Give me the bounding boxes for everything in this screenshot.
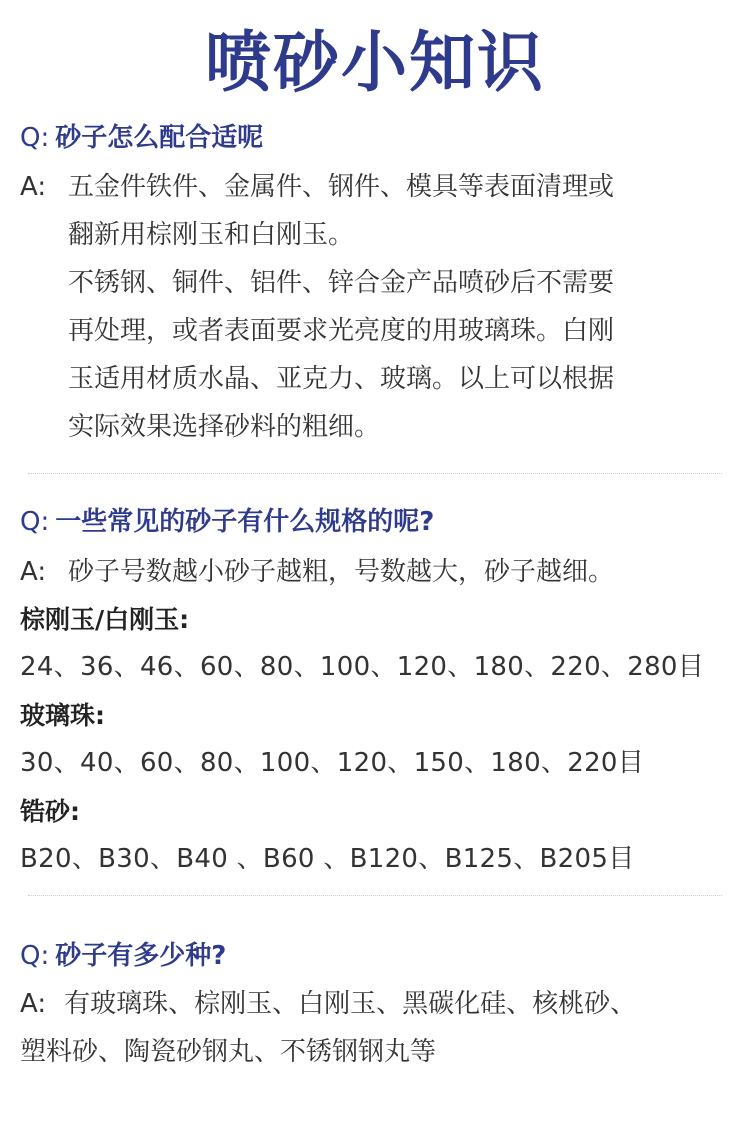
question-text: 砂子有多少种?: [55, 941, 227, 971]
answer-line: 翻新用棕刚玉和白刚玉。: [68, 220, 355, 250]
spec-label: 棕刚玉/白刚玉:: [20, 605, 190, 634]
question-text: 一些常见的砂子有什么规格的呢?: [55, 507, 435, 537]
divider: [28, 895, 722, 896]
answer-line: 不锈钢、铜件、铝件、锌合金产品喷砂后不需要: [68, 268, 615, 298]
answer-line: 砂子号数越小砂子越粗，号数越大，砂子越细。: [68, 557, 615, 587]
question-2: [20, 502, 434, 542]
spec-values: 24、36、46、60、80、100、120、180、220、280目: [20, 652, 705, 682]
answer-line: 塑料砂、陶瓷砂钢丸、不锈钢钢丸等: [20, 1037, 437, 1067]
question-3: [20, 936, 226, 976]
answer-line: 有玻璃珠、棕刚玉、白刚玉、黑碳化硅、核桃砂、: [64, 989, 637, 1019]
answer-3: [20, 980, 636, 1076]
answer-1: [68, 163, 728, 451]
spec-values: B20、B30、B40 、B60 、B120、B125、B205目: [20, 844, 635, 874]
answer-prefix: A:: [20, 989, 47, 1019]
answer-prefix: A:: [20, 557, 47, 587]
question-prefix: Q:: [20, 507, 50, 537]
divider: [28, 473, 722, 474]
spec-label: 玻璃珠:: [20, 701, 105, 730]
answer-line: 玉适用材质水晶、亚克力、玻璃。以上可以根据: [68, 364, 615, 394]
answer-line: 五金件铁件、金属件、钢件、模具等表面清理或: [68, 172, 615, 202]
spec-label: 锆砂:: [20, 797, 80, 826]
answer-line: 再处理，或者表面要求光亮度的用玻璃珠。白刚: [68, 316, 615, 346]
answer-line-with-prefix: [20, 980, 636, 1028]
question-text: 砂子怎么配合适呢: [55, 123, 264, 153]
spec-values: 30、40、60、80、100、120、150、180、220目: [20, 748, 645, 778]
answer-line: 实际效果选择砂料的粗细。: [68, 412, 381, 442]
page-title: 喷砂小知识: [205, 24, 545, 101]
answer-2: [68, 548, 728, 596]
question-prefix: Q:: [20, 941, 50, 971]
question-1: [20, 118, 263, 158]
question-prefix: Q:: [20, 123, 50, 153]
answer-prefix: A:: [20, 172, 47, 202]
